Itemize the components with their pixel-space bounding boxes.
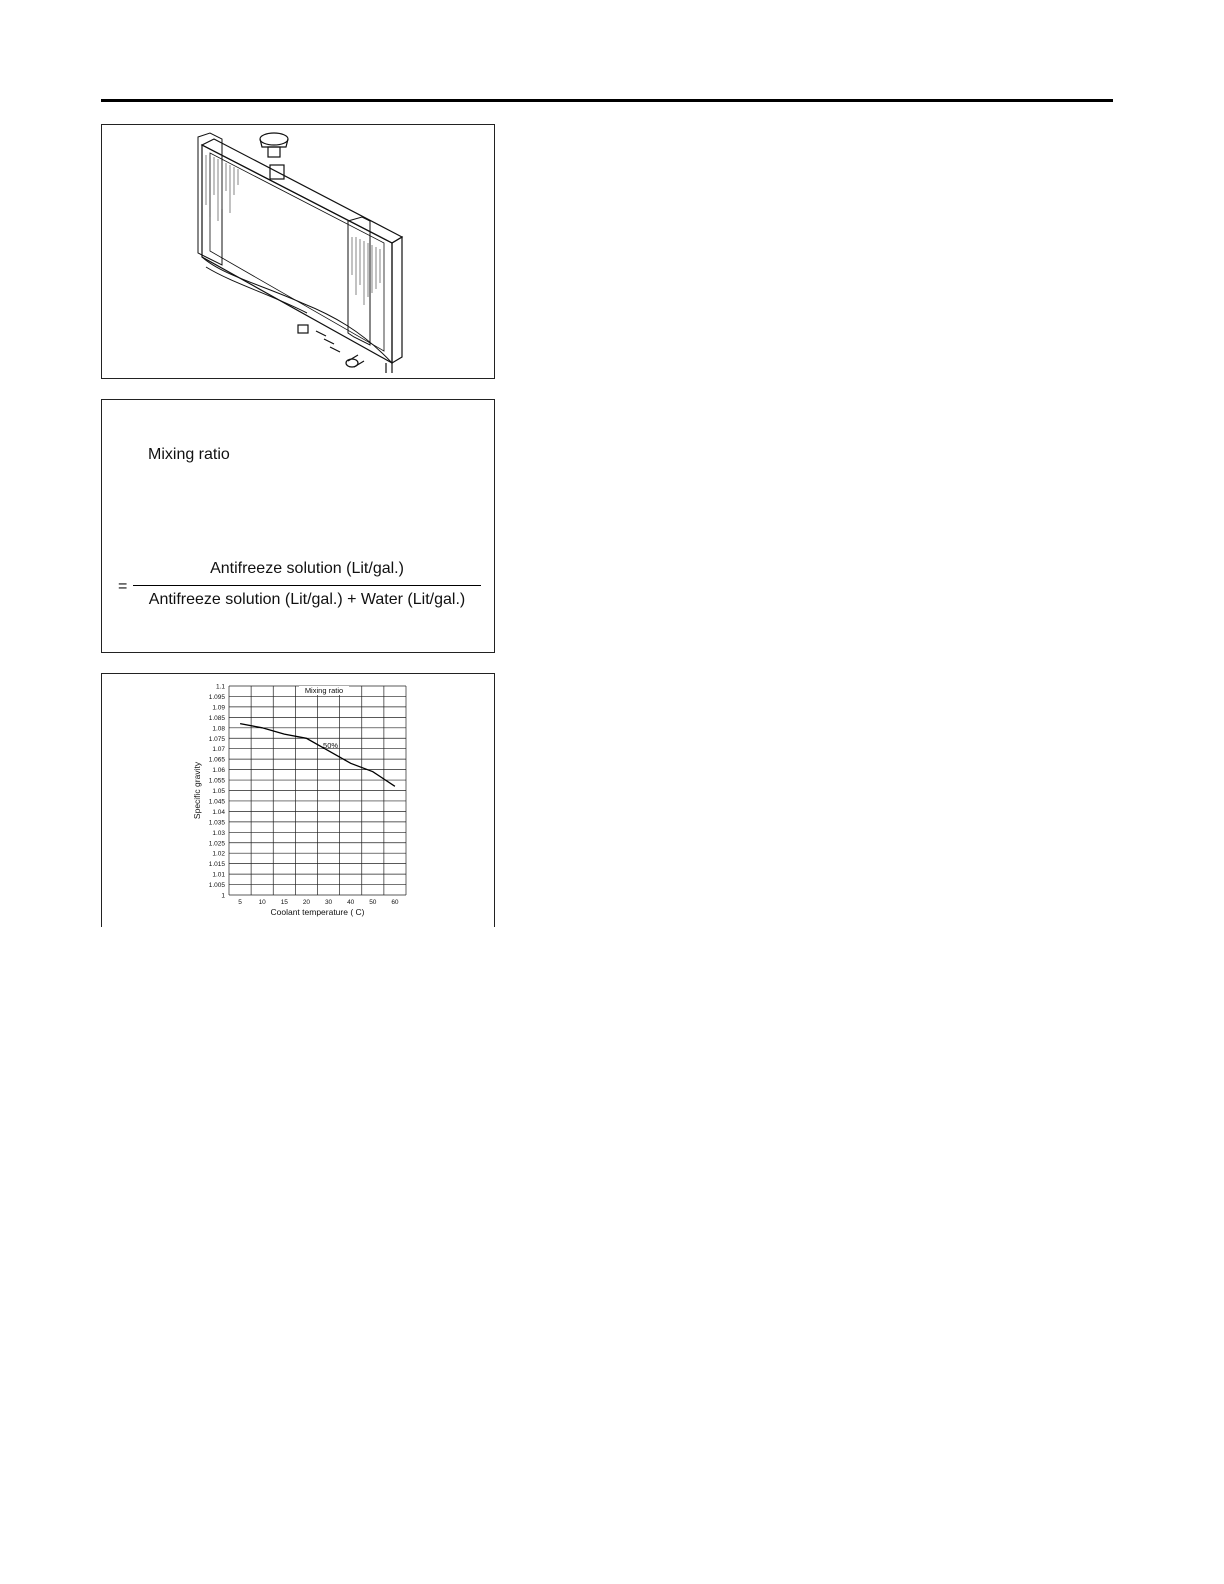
specific-gravity-chart	[102, 674, 494, 927]
y-tick-label: 1.075	[208, 735, 225, 743]
radiator-illustration-panel	[101, 124, 495, 379]
mixing-ratio-formula-panel	[101, 399, 495, 653]
y-tick-label: 1.015	[208, 861, 225, 869]
y-tick-label: 1.065	[208, 756, 225, 764]
y-tick-label: 1.01	[212, 871, 225, 879]
y-tick-label: 1.035	[208, 819, 225, 827]
x-tick-label: 40	[347, 899, 355, 906]
x-tick-label: 50	[369, 899, 377, 906]
y-tick-label: 1.08	[212, 725, 225, 733]
formula-equals-sign: =	[118, 578, 128, 595]
y-tick-label: 1.045	[208, 798, 225, 806]
y-tick-label: 1.05	[212, 788, 225, 795]
radiator-illustration	[102, 125, 494, 378]
x-axis-label: Coolant temperature ( C)	[270, 907, 365, 917]
formula-denominator: Antifreeze solution (Lit/gal.) + Water (Lit/gal.)	[148, 591, 466, 608]
x-tick-label: 10	[258, 899, 266, 906]
x-tick-label: 5	[238, 899, 242, 906]
y-tick-label: 1.09	[212, 704, 225, 712]
y-tick-label: 1.03	[212, 829, 225, 837]
formula-fraction-bar	[133, 585, 481, 586]
series-label: 50%	[323, 740, 339, 750]
x-tick-label: 30	[324, 899, 333, 906]
y-tick-label: 1.1	[215, 683, 225, 691]
y-tick-label: 1.025	[208, 840, 225, 848]
formula-title: Mixing ratio	[148, 446, 230, 463]
header-rule	[101, 99, 1113, 102]
y-tick-label: 1	[221, 892, 225, 900]
y-tick-label: 1.055	[208, 777, 225, 785]
x-tick-label: 20	[302, 899, 311, 906]
formula-numerator: Antifreeze solution (Lit/gal.)	[210, 560, 404, 577]
chart-title: Mixing ratio	[304, 686, 344, 695]
y-tick-label: 1.02	[212, 850, 225, 858]
y-tick-label: 1.005	[208, 882, 225, 890]
x-tick-label: 15	[280, 899, 288, 906]
y-tick-label: 1.085	[208, 714, 225, 722]
y-tick-label: 1.06	[212, 767, 225, 775]
y-tick-label: 1.04	[212, 808, 225, 816]
y-axis-label: Specific gravity	[192, 761, 202, 820]
x-tick-label: 60	[391, 899, 399, 906]
specific-gravity-chart-panel	[101, 673, 495, 927]
y-tick-label: 1.095	[208, 693, 225, 701]
y-tick-label: 1.07	[212, 746, 225, 754]
